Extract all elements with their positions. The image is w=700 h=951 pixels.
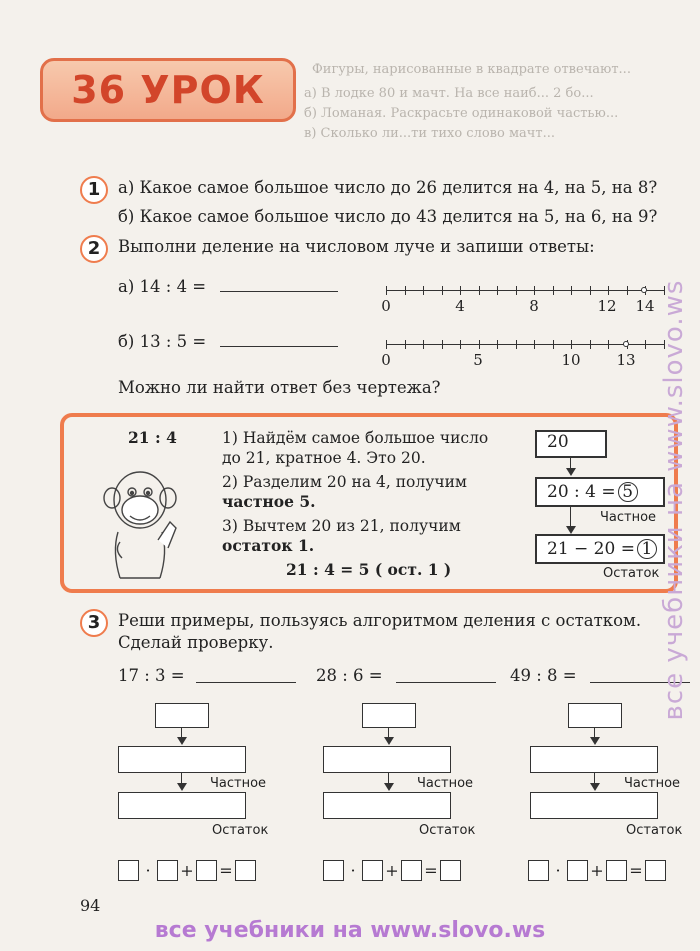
check-box[interactable] xyxy=(323,860,344,881)
task1-line-b: б) Какое самое большое число до 43 делится на 5, на 6, на 9? xyxy=(118,207,658,226)
number-line-b-mark xyxy=(623,341,629,347)
tick-label: 5 xyxy=(473,351,483,369)
label-quotient: Частное xyxy=(624,776,681,791)
check-operator: · xyxy=(350,861,356,880)
arrow-head xyxy=(384,737,394,745)
quotient-box[interactable] xyxy=(118,746,246,773)
quotient-box[interactable] xyxy=(530,746,658,773)
check-box[interactable] xyxy=(235,860,256,881)
task2-question: Можно ли найти ответ без чертежа? xyxy=(118,378,441,397)
watermark-side xyxy=(654,160,694,840)
check-box[interactable] xyxy=(606,860,627,881)
number-line-tick xyxy=(553,286,554,295)
task3-prompt-line1: Реши примеры, пользуясь алгоритмом деления с остатком. xyxy=(118,611,642,630)
dividend-box[interactable] xyxy=(568,703,622,728)
number-line-a xyxy=(386,290,664,291)
number-line-tick xyxy=(627,286,628,295)
circled-quotient: 5 xyxy=(618,482,638,502)
example-result: 21 : 4 = 5 ( ост. 1 ) xyxy=(286,560,452,579)
arrow-head xyxy=(566,468,576,476)
number-line-tick xyxy=(405,340,406,349)
tick-label: 0 xyxy=(381,351,391,369)
arrow-head xyxy=(590,737,600,745)
check-operator: · xyxy=(145,861,151,880)
check-box[interactable] xyxy=(645,860,666,881)
faded-text-line: б) Ломаная. Раскрасьте одинаковой частью... xyxy=(304,106,619,121)
number-line-tick xyxy=(423,340,424,349)
faded-text-line: в) Сколько ли...ти тихо слово мачт... xyxy=(304,126,555,141)
check-box[interactable] xyxy=(157,860,178,881)
label-quotient: Частное xyxy=(210,776,267,791)
watermark-side-text: все учебники на www.slovo.ws xyxy=(659,279,689,721)
number-line-tick xyxy=(590,340,591,349)
dividend-box[interactable] xyxy=(155,703,209,728)
check-box[interactable] xyxy=(196,860,217,881)
number-line-tick xyxy=(386,340,387,349)
label-quotient: Частное xyxy=(600,510,657,525)
check-operator: = xyxy=(629,861,643,880)
quotient-box[interactable] xyxy=(323,746,451,773)
example-step3-text: 3) Вычтем 20 из 21, получим xyxy=(222,517,461,535)
arrow-head xyxy=(177,783,187,791)
faded-text-line: Фигуры, нарисованные в квадрате отвечают... xyxy=(312,62,631,77)
number-line-tick xyxy=(405,286,406,295)
task2-a-label: а) 14 : 4 = xyxy=(118,277,207,296)
task2-b-label: б) 13 : 5 = xyxy=(118,332,207,351)
algo-remainder-text: 21 − 20 = xyxy=(547,539,635,559)
example-expression: 21 : 4 xyxy=(128,428,177,447)
tick-label: 4 xyxy=(455,297,465,315)
number-line-tick xyxy=(423,286,424,295)
number-line-tick xyxy=(534,340,535,349)
task3-prompt-line2: Сделай проверку. xyxy=(118,633,274,652)
number-line-tick xyxy=(645,340,646,349)
example-step3 xyxy=(222,516,512,556)
task3-number: 3 xyxy=(80,609,108,637)
dividend-box[interactable] xyxy=(362,703,416,728)
tick-label: 0 xyxy=(381,297,391,315)
tick-label: 13 xyxy=(616,351,636,369)
check-operator: = xyxy=(424,861,438,880)
number-line-tick xyxy=(608,340,609,349)
example-step2-bold: частное 5. xyxy=(222,492,316,511)
number-line-tick xyxy=(442,286,443,295)
answer-blank[interactable] xyxy=(220,346,338,347)
label-remainder: Остаток xyxy=(603,566,660,581)
number-line-tick xyxy=(571,286,572,295)
algo-box-top: 20 xyxy=(535,430,607,458)
circled-remainder: 1 xyxy=(637,539,657,559)
problem-label: 49 : 8 = xyxy=(510,666,577,685)
lesson-title: 36 УРОК xyxy=(71,68,265,112)
number-line-tick xyxy=(516,340,517,349)
label-remainder: Остаток xyxy=(212,823,269,838)
remainder-box[interactable] xyxy=(530,792,658,819)
remainder-box[interactable] xyxy=(323,792,451,819)
tick-label: 8 xyxy=(529,297,539,315)
problem-label: 17 : 3 = xyxy=(118,666,185,685)
check-operator: + xyxy=(385,861,399,880)
check-box[interactable] xyxy=(362,860,383,881)
number-line-tick xyxy=(479,286,480,295)
number-line-tick xyxy=(590,286,591,295)
check-operator: + xyxy=(180,861,194,880)
arrow-head xyxy=(566,526,576,534)
tick-label: 10 xyxy=(561,351,581,369)
answer-blank[interactable] xyxy=(220,291,338,292)
lesson-banner xyxy=(40,58,296,122)
answer-blank[interactable] xyxy=(196,682,296,683)
task2-prompt: Выполни деление на числовом луче и запиши ответы: xyxy=(118,237,595,256)
check-box[interactable] xyxy=(528,860,549,881)
example-step2 xyxy=(222,472,512,512)
arrow xyxy=(570,507,571,528)
example-step1: 1) Найдём самое большое число до 21, кратное 4. Это 20. xyxy=(222,429,489,467)
label-quotient: Частное xyxy=(417,776,474,791)
check-box[interactable] xyxy=(440,860,461,881)
number-line-tick xyxy=(386,286,387,295)
algo-box-quotient xyxy=(535,477,665,507)
task1-number: 1 xyxy=(80,176,108,204)
number-line-tick xyxy=(479,340,480,349)
arrow-head xyxy=(177,737,187,745)
page-number: 94 xyxy=(80,896,101,915)
number-line-tick xyxy=(497,340,498,349)
monkey-illustration xyxy=(98,462,193,582)
tick-label: 14 xyxy=(635,297,655,315)
label-remainder: Остаток xyxy=(626,823,683,838)
problem-label: 28 : 6 = xyxy=(316,666,383,685)
number-line-tick xyxy=(442,340,443,349)
algo-box-remainder xyxy=(535,534,665,564)
answer-blank[interactable] xyxy=(396,682,496,683)
check-box[interactable] xyxy=(567,860,588,881)
number-line-tick xyxy=(553,340,554,349)
number-line-tick xyxy=(460,286,461,295)
algo-quotient-text: 20 : 4 = xyxy=(547,482,616,502)
number-line-tick xyxy=(497,286,498,295)
arrow-head xyxy=(384,783,394,791)
remainder-box[interactable] xyxy=(118,792,246,819)
number-line-tick xyxy=(534,286,535,295)
arrow-head xyxy=(590,783,600,791)
number-line-tick xyxy=(460,340,461,349)
number-line-tick xyxy=(516,286,517,295)
check-box[interactable] xyxy=(118,860,139,881)
check-box[interactable] xyxy=(401,860,422,881)
number-line-a-mark xyxy=(641,287,647,293)
number-line-tick xyxy=(608,286,609,295)
task2-number: 2 xyxy=(80,235,108,263)
example-step2-text: 2) Разделим 20 на 4, получим xyxy=(222,473,467,491)
watermark-bottom: все учебники на www.slovo.ws xyxy=(154,918,546,943)
faded-text-line: а) В лодке 80 и мачт. На все наиб... 2 бо... xyxy=(304,86,594,101)
check-operator: = xyxy=(219,861,233,880)
check-operator: · xyxy=(555,861,561,880)
tick-label: 12 xyxy=(597,297,617,315)
label-remainder: Остаток xyxy=(419,823,476,838)
example-step3-bold: остаток 1. xyxy=(222,536,315,555)
number-line-tick xyxy=(571,340,572,349)
check-operator: + xyxy=(590,861,604,880)
task1-line-a: а) Какое самое большое число до 26 делится на 4, на 5, на 8? xyxy=(118,178,658,197)
